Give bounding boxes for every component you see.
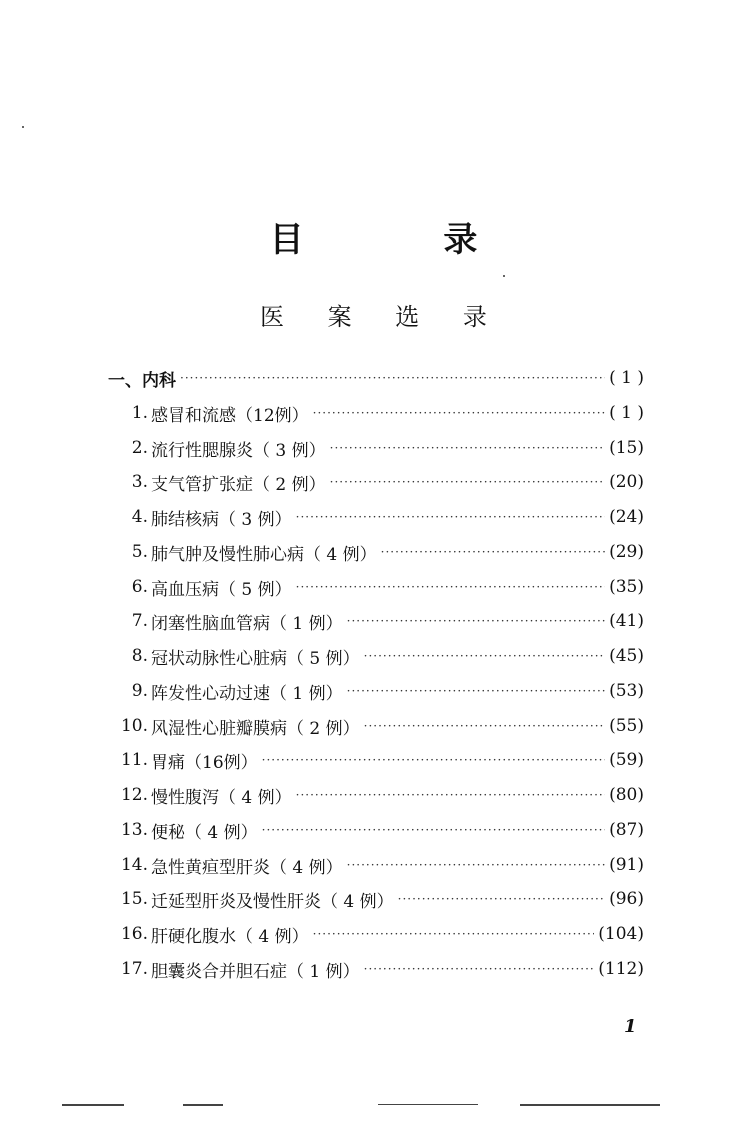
toc-entry-number: 8.: [131, 646, 148, 666]
page-title: 目 录: [269, 220, 542, 260]
toc-leader-dots: [398, 892, 605, 906]
toc-entry-number: 14.: [120, 855, 148, 875]
scan-speck: [22, 126, 24, 128]
toc-entry[interactable]: [108, 677, 644, 705]
toc-leader-dots: [347, 858, 605, 872]
toc-page-ref: (59): [609, 750, 644, 770]
toc-leader-dots: [262, 753, 605, 767]
page-number: 1: [624, 1016, 637, 1037]
toc-entry[interactable]: [108, 885, 644, 913]
toc-entry-label: 便秘（ 4 例）: [151, 822, 258, 843]
toc-entry[interactable]: [108, 642, 644, 670]
scan-artifact-line: [520, 1104, 660, 1106]
toc-entry[interactable]: [108, 920, 644, 948]
toc-entry-number: 1.: [131, 403, 148, 423]
toc-entry[interactable]: [108, 851, 644, 879]
toc-entry[interactable]: [108, 538, 644, 566]
toc-page-ref: (55): [609, 716, 644, 736]
toc-leader-dots: [296, 510, 605, 524]
toc-entry-number: 3.: [131, 472, 148, 492]
toc-page-ref: (29): [609, 542, 644, 562]
toc-page-ref: ( 1 ): [609, 368, 644, 388]
toc-page-ref: (24): [609, 507, 644, 527]
toc-page-ref: (53): [609, 681, 644, 701]
toc-entry-number: 4.: [131, 507, 148, 527]
toc-entry[interactable]: [108, 712, 644, 740]
toc-entry-label: 支气管扩张症（ 2 例）: [151, 474, 326, 495]
toc-page-ref: (112): [598, 959, 644, 979]
toc-leader-dots: [364, 649, 605, 663]
toc-leader-dots: [313, 406, 605, 420]
toc-entry-label: 慢性腹泻（ 4 例）: [151, 787, 292, 808]
toc-page-ref: (45): [609, 646, 644, 666]
toc-leader-dots: [296, 788, 605, 802]
toc-page-ref: (91): [609, 855, 644, 875]
toc-entry-label: 高血压病（ 5 例）: [151, 579, 292, 600]
toc-leader-dots: [347, 684, 605, 698]
toc-page-ref: (80): [609, 785, 644, 805]
toc-entry-number: 10.: [120, 716, 148, 736]
toc-entry-label: 胃痛（16例）: [151, 752, 258, 773]
toc-entry-label: 感冒和流感（12例）: [151, 405, 309, 426]
toc-entry-number: 13.: [120, 820, 148, 840]
toc-leader-dots: [313, 927, 595, 941]
toc-category-row[interactable]: [108, 364, 644, 392]
toc-entry-number: 6.: [131, 577, 148, 597]
toc-page-ref: ( 1 ): [609, 403, 644, 423]
toc-page-ref: (35): [609, 577, 644, 597]
toc-entry[interactable]: [108, 434, 644, 462]
toc-entry[interactable]: [108, 955, 644, 983]
toc-page-ref: (20): [609, 472, 644, 492]
toc-leader-dots: [180, 371, 605, 385]
toc-page-ref: (104): [598, 924, 644, 944]
toc-entry-number: 5.: [131, 542, 148, 562]
toc-page-ref: (87): [609, 820, 644, 840]
toc-entry-label: 胆囊炎合并胆石症（ 1 例）: [151, 961, 360, 982]
toc-entry-number: 11.: [120, 750, 148, 770]
toc-entry-label: 肺气肿及慢性肺心病（ 4 例）: [151, 544, 377, 565]
toc-entry-number: 17.: [120, 959, 148, 979]
toc-entry[interactable]: [108, 781, 644, 809]
toc-entry-label: 迁延型肝炎及慢性肝炎（ 4 例）: [151, 891, 394, 912]
toc-leader-dots: [296, 580, 605, 594]
scan-artifact-line: [378, 1104, 478, 1105]
toc-entry-label: 肝硬化腹水（ 4 例）: [151, 926, 309, 947]
scan-speck: [503, 275, 505, 277]
toc-entry-label: 急性黄疸型肝炎（ 4 例）: [151, 857, 343, 878]
toc-entry[interactable]: [108, 746, 644, 774]
toc-entry-number: 2.: [131, 438, 148, 458]
toc-leader-dots: [262, 823, 605, 837]
toc-entry-label: 冠状动脉性心脏病（ 5 例）: [151, 648, 360, 669]
toc-page-ref: (15): [609, 438, 644, 458]
toc-entry-number: 12.: [120, 785, 148, 805]
toc-leader-dots: [330, 475, 605, 489]
toc-leader-dots: [364, 719, 605, 733]
toc-leader-dots: [347, 614, 605, 628]
toc-leader-dots: [381, 545, 605, 559]
toc-page-ref: (41): [609, 611, 644, 631]
toc-entry[interactable]: [108, 468, 644, 496]
toc-entry-label: 闭塞性脑血管病（ 1 例）: [151, 613, 343, 634]
toc-entry[interactable]: [108, 399, 644, 427]
toc-entry[interactable]: [108, 816, 644, 844]
toc-entry-label: 风湿性心脏瓣膜病（ 2 例）: [151, 718, 360, 739]
section-title: 医 案 选 录: [260, 303, 505, 331]
toc-page-ref: (96): [609, 889, 644, 909]
toc-entry-label: 肺结核病（ 3 例）: [151, 509, 292, 530]
toc-entry-number: 9.: [131, 681, 148, 701]
toc-category-label: 一、内科: [108, 370, 176, 391]
toc-entry-label: 阵发性心动过速（ 1 例）: [151, 683, 343, 704]
toc-entry[interactable]: [108, 573, 644, 601]
scan-artifact-line: [62, 1104, 124, 1106]
toc-entry[interactable]: [108, 503, 644, 531]
toc-entry-number: 16.: [120, 924, 148, 944]
toc-entry-number: 15.: [120, 889, 148, 909]
toc-entry-label: 流行性腮腺炎（ 3 例）: [151, 440, 326, 461]
toc-leader-dots: [364, 962, 595, 976]
toc-leader-dots: [330, 441, 605, 455]
toc-entry-number: 7.: [131, 611, 148, 631]
toc-entry[interactable]: [108, 607, 644, 635]
scan-artifact-line: [183, 1104, 223, 1106]
